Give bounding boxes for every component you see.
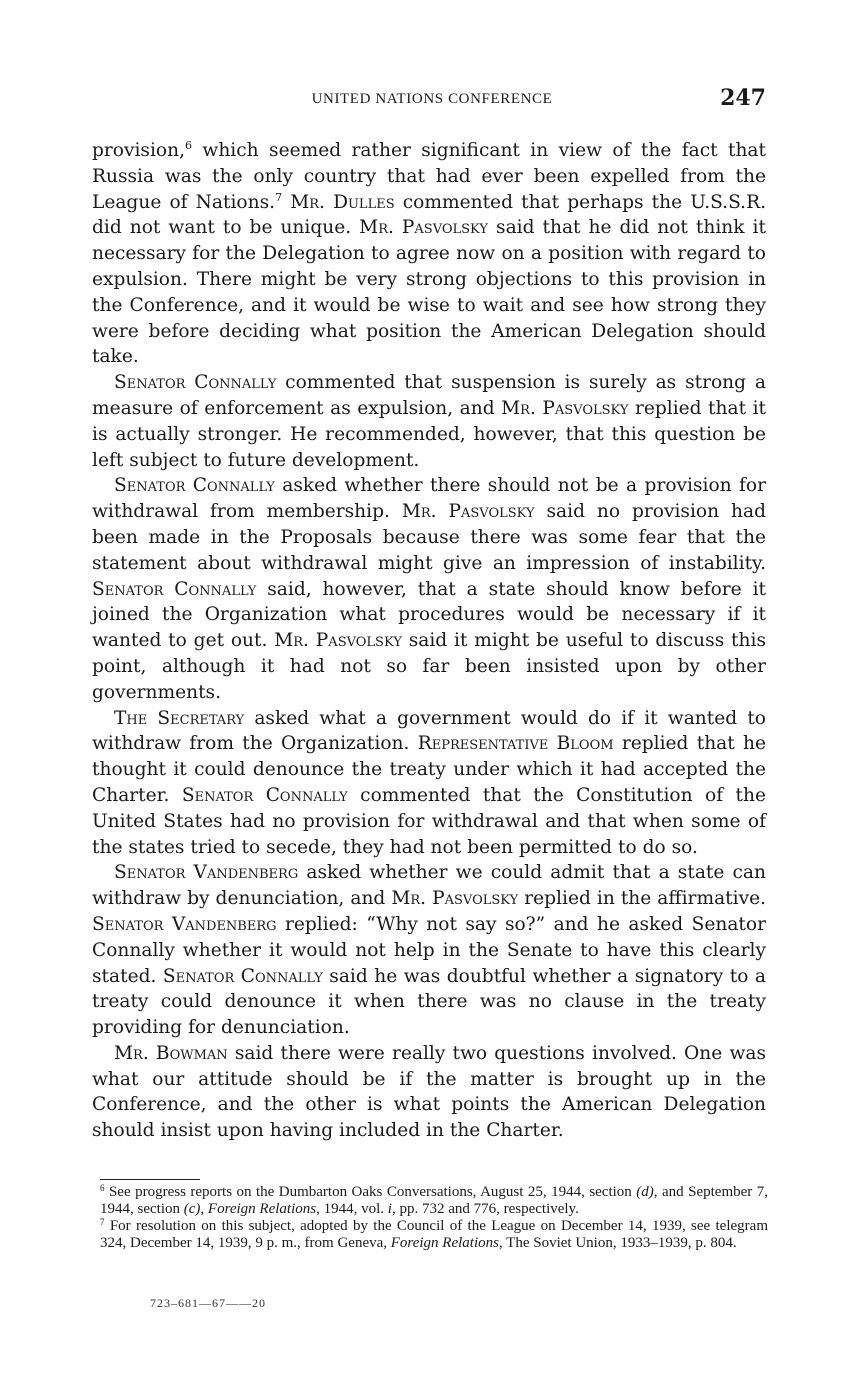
text-run: commented that suspension is surely as strong a measure of enforcement as expulsion, and: [92, 372, 766, 419]
footnote-6: [100, 1184, 768, 1218]
citation-title: Foreign Relations: [207, 1201, 317, 1217]
text-run: said it might be useful to discuss this point, although it had not so far been insisted upon by other governments.: [92, 630, 766, 703]
speaker-name: Representative Bloom: [417, 733, 614, 755]
text-run: , The Soviet Union, 1933–1939, p. 804.: [498, 1235, 737, 1251]
footnote-7: [100, 1218, 768, 1252]
citation-title: Foreign Relations: [390, 1235, 499, 1251]
text-run: said, however, that a state should know before it joined the Organization what procedures would be necessary if it wanted to get out.: [92, 578, 766, 652]
paragraph-3: [92, 473, 766, 705]
speaker-name: Mr. Pasvolsky: [274, 630, 402, 652]
body-text: [92, 138, 766, 1144]
paragraph-6: [92, 1041, 766, 1144]
paragraph-5: [92, 860, 766, 1041]
paragraph-4: [92, 706, 766, 861]
text-run: asked what a government would do if it wanted to withdraw from the Organization.: [92, 707, 766, 755]
speaker-name: Senator Connally: [114, 475, 275, 497]
text-run: commented that the Constitution of the United States had no provision for withdrawal and that when some of the states tried to secede, they had not been permitted to do so.: [92, 784, 766, 858]
text-run: provision,: [92, 140, 186, 161]
footnote-divider: [100, 1179, 200, 1180]
running-title: UNITED NATIONS CONFERENCE: [311, 91, 553, 107]
text-run: said he was doubtful whether a signatory to a treaty could denounce it when there was no clause in the treaty providing for denunciation.: [92, 965, 766, 1039]
printer-mark: 723–681—67——20: [150, 1296, 266, 1310]
text-run: said no provision had been made in the Proposals because there was some fear that the statement about withdrawal might give an impression of instability.: [92, 501, 766, 574]
text-run: (d): [636, 1184, 654, 1200]
text-run: commented that perhaps the U.S.S.R. did not want to be unique.: [92, 191, 766, 239]
speaker-name: Senator Vandenberg: [114, 862, 299, 884]
text-run: replied that it is actually stronger. He recommended, however, that this question be left subject to future development.: [92, 397, 766, 471]
text-run: replied in the affirmative.: [518, 888, 766, 910]
text-run: For resolution on this subject, adopted by the Council of the League on December 14, 1939, see telegram 324, December 14, 1939, 9 p. m., from Geneva,: [100, 1218, 768, 1251]
footnote-mark: 7: [100, 1217, 105, 1227]
paragraph-1: [92, 138, 766, 370]
speaker-name: Mr. Pasvolsky: [501, 397, 629, 419]
text-run: asked whether we could admit that a state can withdraw by denunciation, and: [92, 862, 766, 910]
text-run: , and September 7, 1944, section: [100, 1184, 768, 1217]
speaker-name: Senator Connally: [92, 578, 257, 600]
running-head: [92, 85, 772, 115]
speaker-name: Mr. Dulles: [290, 191, 395, 213]
speaker-name: Mr. Bowman: [114, 1042, 228, 1064]
speaker-name: The Secretary: [114, 707, 245, 729]
text-run: , 1944, vol.: [316, 1201, 388, 1217]
speaker-name: Mr. Pasvolsky: [401, 501, 535, 523]
text-run: (c): [183, 1201, 201, 1217]
text-run: asked whether there should not be a provision for withdrawal from membership.: [92, 475, 766, 523]
text-run: replied: “Why not say so?” and he asked Senator Connally whether it would not help in the Senate to have this clearly stated.: [92, 913, 766, 987]
text-run: said there were really two questions involved. One was what our attitude should be if the matter is brought up in the Conference, and the other is what points the American Delegation should insist upon having included in the Charter.: [92, 1042, 766, 1142]
text-run: said that he did not think it necessary for the Delegation to agree now on a position with regard to expulsion. There might be very strong objections to this provision in the Conference, and it would be wise to wait and see how strong they were before deciding what position the American Delegation should take.: [92, 217, 766, 368]
text-run: i: [387, 1201, 392, 1217]
text-run: [282, 192, 290, 213]
speaker-name: Mr. Pasvolsky: [391, 888, 519, 910]
footnote-ref-6: 6: [185, 139, 193, 152]
speaker-name: Senator Connally: [181, 784, 348, 806]
footnote-mark: 6: [100, 1183, 105, 1193]
footnotes: [100, 1184, 768, 1252]
text-run: which seemed rather significant in view of the fact that Russia was the only country that had ever been expelled from the League of Nations.: [92, 140, 766, 213]
page-number: 247: [720, 85, 766, 111]
text-run: See progress reports on the Dumbarton Oaks Conversations, August 25, 1944, section: [104, 1184, 637, 1200]
footnote-ref-7: 7: [275, 190, 283, 204]
text-run: , pp. 732 and 776, respectively.: [391, 1201, 579, 1217]
paragraph-2: [92, 370, 766, 473]
text-run: replied that he thought it could denounce the treaty under which it had accepted the Charter.: [92, 733, 767, 806]
speaker-name: Mr. Pasvolsky: [359, 217, 489, 239]
text-run: ,: [200, 1201, 208, 1217]
speaker-name: Senator Connally: [162, 965, 323, 987]
speaker-name: Senator Vandenberg: [92, 913, 277, 935]
speaker-name: Senator Connally: [114, 372, 277, 394]
